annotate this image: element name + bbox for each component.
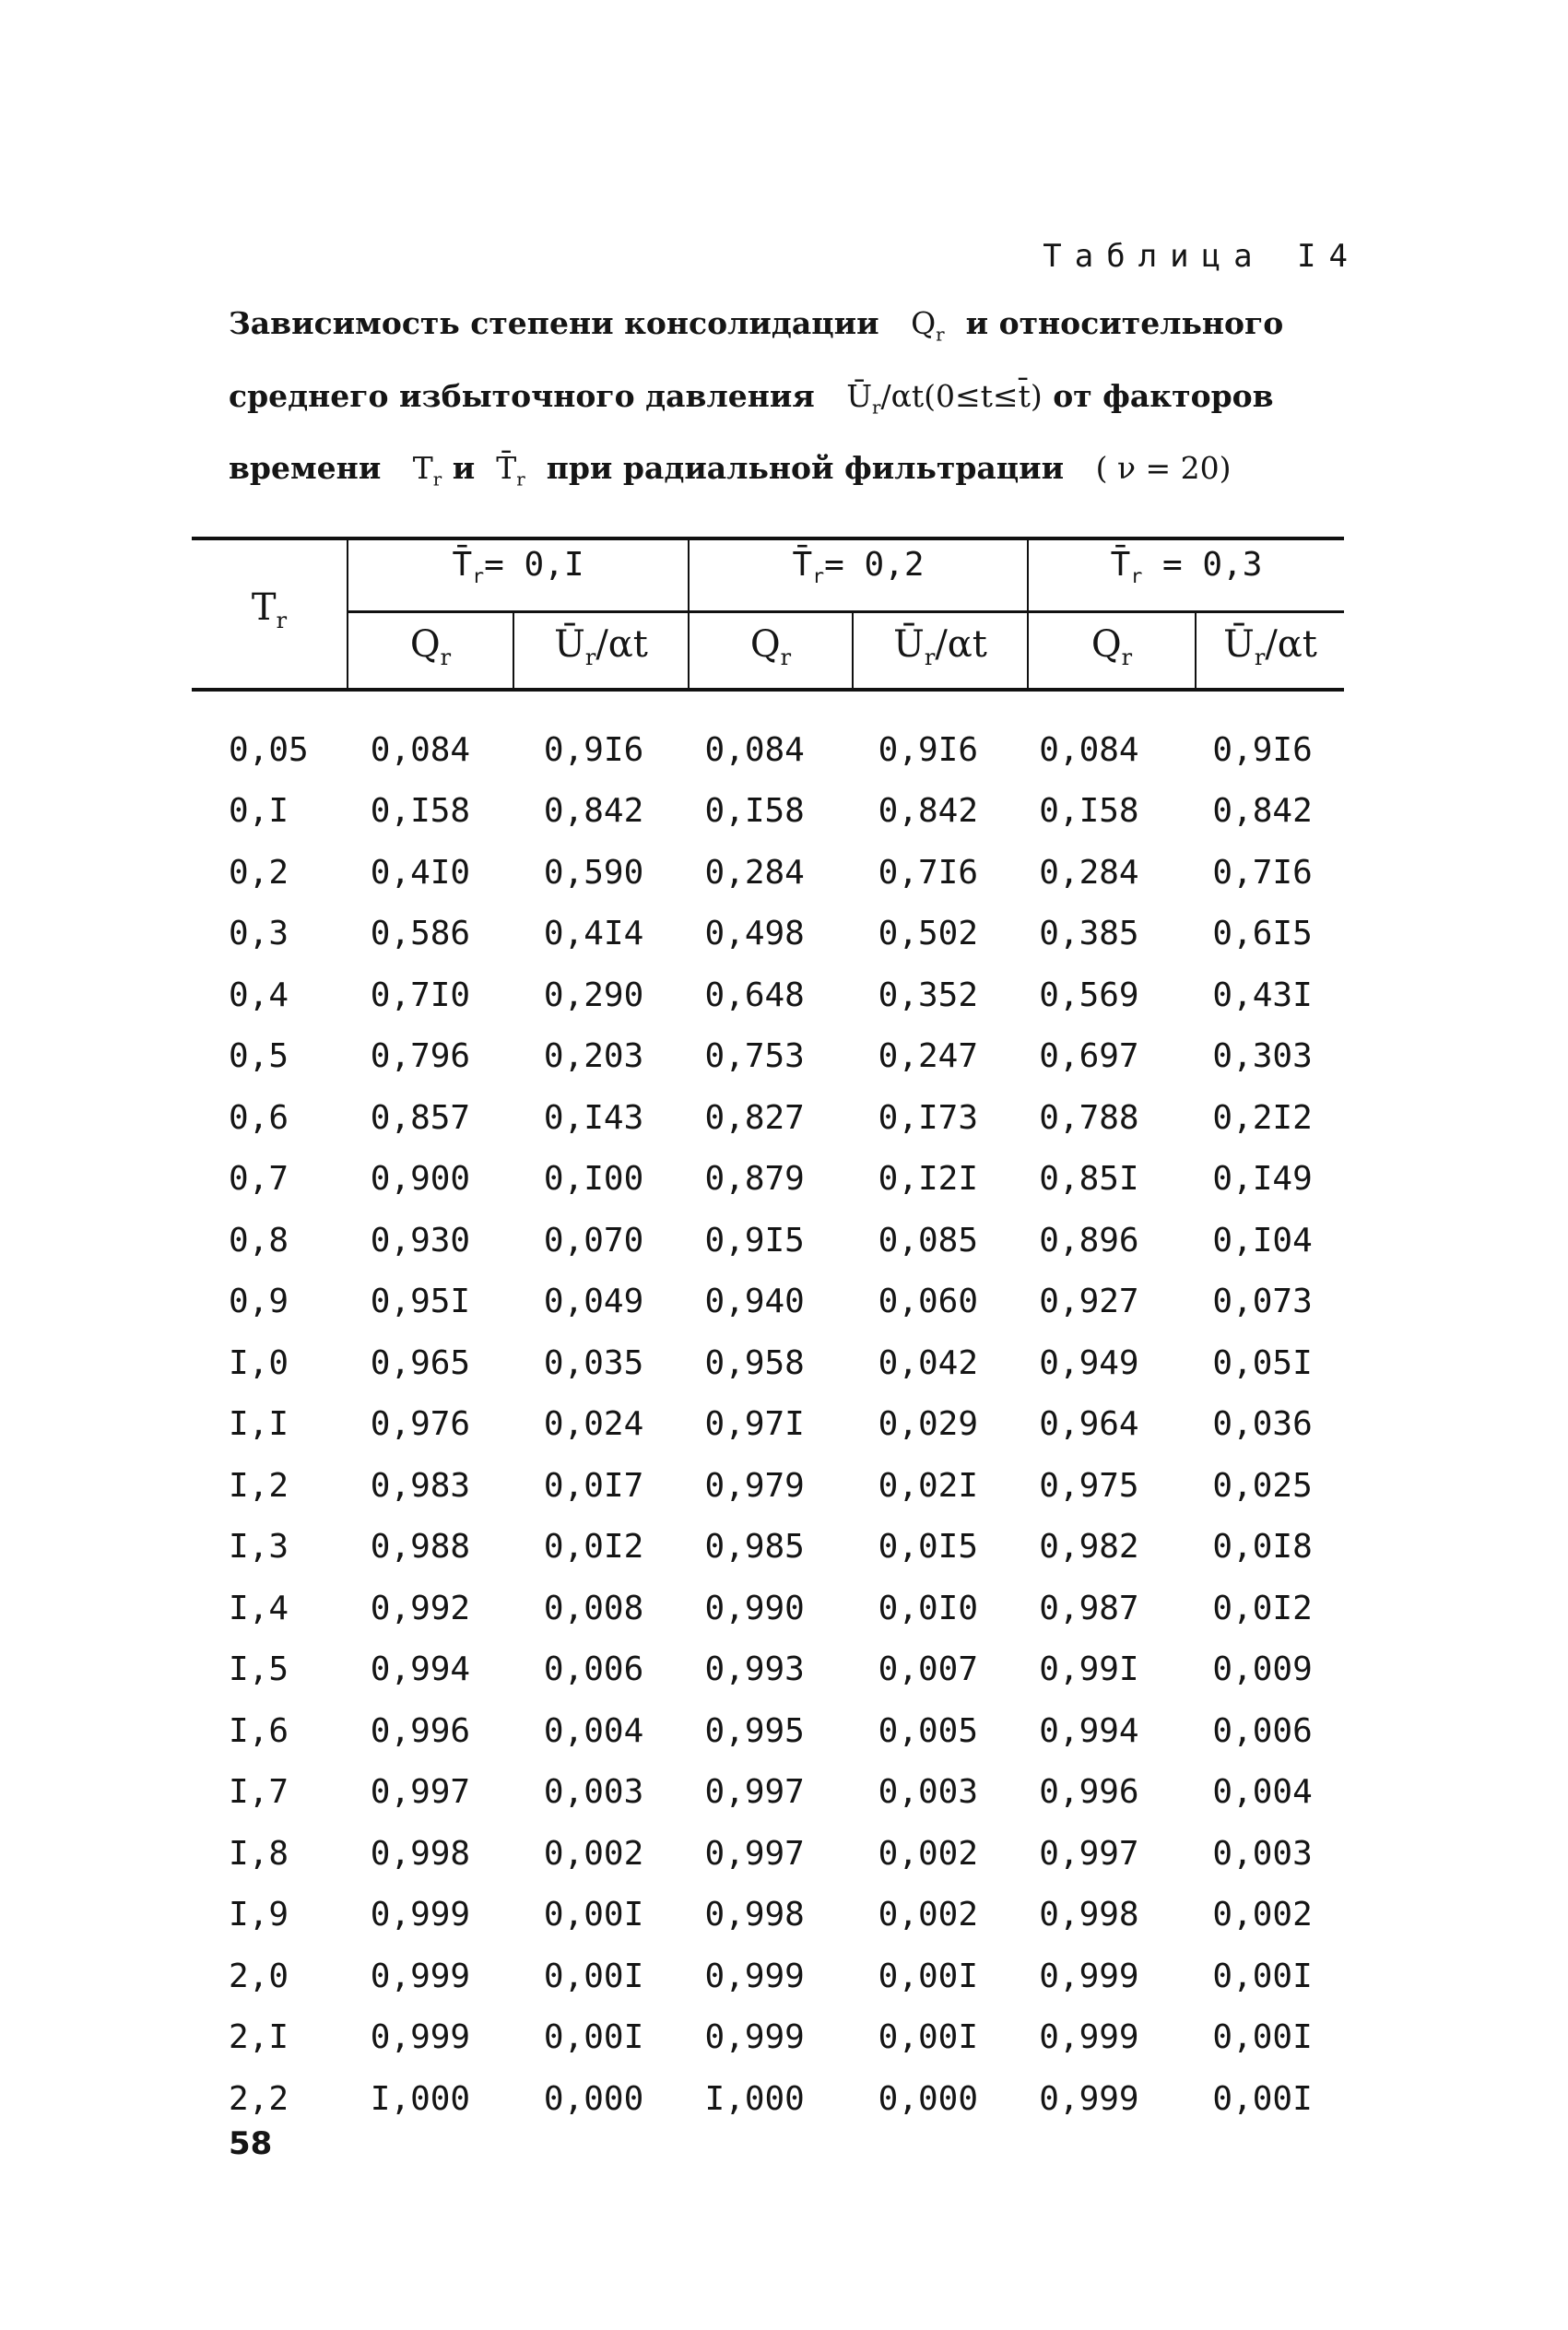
time-factor-cell: I,8	[229, 1834, 289, 1873]
consolidation-cell: 0,999	[370, 2018, 471, 2057]
pressure-ratio-cell: 0,003	[1212, 1834, 1313, 1873]
pressure-ratio-cell: 0,0I7	[543, 1466, 644, 1505]
t-bar-symbol: $T̄_r$	[496, 450, 525, 491]
consolidation-cell: I,000	[370, 2079, 471, 2118]
consolidation-cell: 0,998	[704, 1896, 805, 1934]
table-row	[192, 842, 1344, 904]
time-factor-cell: 0,2	[229, 853, 289, 892]
pressure-ratio-cell: 0,4I4	[543, 915, 644, 953]
table-row	[192, 964, 1344, 1026]
col-header-q: $Q_r$	[749, 623, 792, 670]
pressure-ratio-cell: 0,00I	[1212, 2018, 1313, 2057]
pressure-ratio-cell: 0,0I8	[1212, 1528, 1313, 1567]
consolidation-cell: 0,998	[1039, 1896, 1139, 1934]
consolidation-cell: 0,4I0	[370, 853, 471, 892]
table-row	[192, 1578, 1344, 1639]
table-row	[192, 1026, 1344, 1088]
consolidation-cell: 0,994	[370, 1650, 471, 1689]
pressure-ratio-cell: 0,00I	[1212, 2079, 1313, 2118]
pressure-ratio-cell: 0,0I5	[878, 1528, 978, 1567]
caption-line-1	[229, 293, 1362, 366]
pressure-ratio-cell: 0,042	[878, 1343, 978, 1382]
pressure-ratio-cell: 0,43I	[1212, 976, 1313, 1014]
consolidation-cell: 0,988	[370, 1528, 471, 1567]
pressure-ratio-cell: 0,00I	[543, 1896, 644, 1934]
pressure-ratio-cell: 0,004	[543, 1711, 644, 1750]
consolidation-cell: 0,949	[1039, 1343, 1139, 1382]
pressure-ratio-cell: 0,7I6	[1212, 853, 1313, 892]
table-caption	[229, 293, 1362, 511]
table-row	[192, 1762, 1344, 1824]
pressure-ratio-cell: 0,002	[878, 1834, 978, 1873]
pressure-ratio-cell: 0,006	[543, 1650, 644, 1689]
consolidation-cell: 0,569	[1039, 976, 1139, 1014]
table-row	[192, 2068, 1344, 2130]
consolidation-cell: 0,084	[370, 730, 471, 769]
consolidation-cell: 0,994	[1039, 1711, 1139, 1750]
table-row	[192, 1332, 1344, 1394]
pressure-ratio-cell: 0,02I	[878, 1466, 978, 1505]
col-header-u: $Ū_r/\alpha t$	[554, 623, 648, 670]
consolidation-cell: 0,827	[704, 1098, 805, 1137]
table-row	[192, 1517, 1344, 1579]
pressure-ratio-cell: 0,I49	[1212, 1160, 1313, 1199]
caption-text: от факторов	[1053, 377, 1274, 414]
consolidation-cell: 0,997	[704, 1773, 805, 1812]
pressure-ratio-cell: 0,I43	[543, 1098, 644, 1137]
pressure-ratio-cell: 0,002	[878, 1896, 978, 1934]
consolidation-cell: 0,697	[1039, 1037, 1139, 1076]
pressure-ratio-cell: 0,9I6	[878, 730, 978, 769]
consolidation-cell: 0,896	[1039, 1221, 1139, 1260]
nu-expression: ( ν = 20)	[1095, 450, 1232, 487]
table-row	[192, 1394, 1344, 1456]
pressure-ratio-cell: 0,I04	[1212, 1221, 1313, 1260]
t-symbol: $T_r$	[412, 450, 442, 491]
consolidation-cell: I,000	[704, 2079, 805, 2118]
consolidation-cell: 0,965	[370, 1343, 471, 1382]
row-header-t: $T_r$	[251, 586, 288, 633]
group-header-3: $T̄_r = 0,3$	[1110, 546, 1263, 589]
consolidation-cell: 0,983	[370, 1466, 471, 1505]
pressure-ratio-cell: 0,00I	[543, 1957, 644, 1995]
time-factor-cell: 2,2	[229, 2079, 289, 2118]
consolidation-cell: 0,999	[1039, 1957, 1139, 1995]
caption-text: среднего избыточного давления	[229, 377, 815, 414]
pressure-ratio-cell: 0,05I	[1212, 1343, 1313, 1382]
time-factor-cell: 0,7	[229, 1160, 289, 1199]
pressure-ratio-cell: 0,9I6	[543, 730, 644, 769]
pressure-ratio-cell: 0,00I	[878, 2018, 978, 2057]
consolidation-cell: 0,084	[1039, 730, 1139, 769]
pressure-ratio-cell: 0,842	[543, 792, 644, 831]
time-factor-cell: 0,6	[229, 1098, 289, 1137]
consolidation-cell: 0,999	[1039, 2018, 1139, 2057]
header-top-rule	[192, 537, 1344, 540]
consolidation-cell: 0,930	[370, 1221, 471, 1260]
pressure-ratio-cell: 0,0I2	[543, 1528, 644, 1567]
time-factor-cell: 0,5	[229, 1037, 289, 1076]
pressure-ratio-cell: 0,0I2	[1212, 1589, 1313, 1627]
pressure-ratio-cell: 0,036	[1212, 1405, 1313, 1444]
consolidation-cell: 0,975	[1039, 1466, 1139, 1505]
pressure-ratio-cell: 0,290	[543, 976, 644, 1014]
col-header-q: $Q_r$	[409, 623, 452, 670]
consolidation-cell: 0,385	[1039, 915, 1139, 953]
time-factor-cell: 0,I	[229, 792, 289, 831]
u-ratio-expression: $Ū_r/\alpha t(0\le t\le t̄)$	[846, 377, 1043, 419]
caption-text: Зависимость степени консолидации	[229, 305, 879, 341]
consolidation-cell: 0,7I0	[370, 976, 471, 1014]
pressure-ratio-cell: 0,024	[543, 1405, 644, 1444]
pressure-ratio-cell: 0,352	[878, 976, 978, 1014]
pressure-ratio-cell: 0,003	[543, 1773, 644, 1812]
consolidation-cell: 0,I58	[370, 792, 471, 831]
time-factor-cell: 0,8	[229, 1221, 289, 1260]
consolidation-cell: 0,753	[704, 1037, 805, 1076]
table-row	[192, 1700, 1344, 1762]
table-row	[192, 1271, 1344, 1333]
table-row	[192, 1455, 1344, 1517]
pressure-ratio-cell: 0,I2I	[878, 1160, 978, 1199]
col-header-u: $Ū_r/\alpha t$	[893, 623, 987, 670]
consolidation-cell: 0,857	[370, 1098, 471, 1137]
consolidation-cell: 0,990	[704, 1589, 805, 1627]
pressure-ratio-cell: 0,303	[1212, 1037, 1313, 1076]
table-row	[192, 1087, 1344, 1149]
pressure-ratio-cell: 0,029	[878, 1405, 978, 1444]
time-factor-cell: I,5	[229, 1650, 289, 1689]
consolidation-cell: 0,900	[370, 1160, 471, 1199]
consolidation-cell: 0,99I	[1039, 1650, 1139, 1689]
pressure-ratio-cell: 0,I00	[543, 1160, 644, 1199]
consolidation-cell: 0,987	[1039, 1589, 1139, 1627]
consolidation-cell: 0,927	[1039, 1283, 1139, 1321]
consolidation-cell: 0,979	[704, 1466, 805, 1505]
pressure-ratio-cell: 0,842	[878, 792, 978, 831]
group-header-1: $T̄_r= 0,I$	[452, 546, 584, 589]
pressure-ratio-cell: 0,003	[878, 1773, 978, 1812]
consolidation-cell: 0,993	[704, 1650, 805, 1689]
consolidation-cell: 0,I58	[1039, 792, 1139, 831]
group-header-2: $T̄_r= 0,2$	[792, 546, 925, 589]
pressure-ratio-cell: 0,000	[543, 2079, 644, 2118]
consolidation-cell: 0,999	[370, 1896, 471, 1934]
consolidation-cell: 0,9I5	[704, 1221, 805, 1260]
consolidation-cell: 0,284	[1039, 853, 1139, 892]
consolidation-cell: 0,999	[704, 2018, 805, 2057]
consolidation-cell: 0,997	[1039, 1834, 1139, 1873]
caption-text: времени	[229, 450, 382, 487]
pressure-ratio-cell: 0,085	[878, 1221, 978, 1260]
pressure-ratio-cell: 0,025	[1212, 1466, 1313, 1505]
pressure-ratio-cell: 0,247	[878, 1037, 978, 1076]
consolidation-cell: 0,958	[704, 1343, 805, 1382]
time-factor-cell: 2,I	[229, 2018, 289, 2057]
table-row	[192, 1210, 1344, 1271]
pressure-ratio-cell: 0,035	[543, 1343, 644, 1382]
time-factor-cell: I,7	[229, 1773, 289, 1812]
time-factor-cell: I,I	[229, 1405, 289, 1444]
consolidation-cell: 0,85I	[1039, 1160, 1139, 1199]
consolidation-cell: 0,084	[704, 730, 805, 769]
table-row	[192, 1639, 1344, 1701]
table-row	[192, 1823, 1344, 1885]
table-row	[192, 781, 1344, 843]
consolidation-cell: 0,996	[1039, 1773, 1139, 1812]
col-header-u: $Ū_r/\alpha t$	[1223, 623, 1317, 670]
caption-text: и относительного	[965, 305, 1284, 341]
table-row	[192, 1885, 1344, 1946]
consolidation-cell: 0,999	[370, 1957, 471, 1995]
consolidation-cell: 0,985	[704, 1528, 805, 1567]
consolidation-cell: 0,995	[704, 1711, 805, 1750]
consolidation-cell: 0,992	[370, 1589, 471, 1627]
pressure-ratio-cell: 0,2I2	[1212, 1098, 1313, 1137]
time-factor-cell: I,2	[229, 1466, 289, 1505]
pressure-ratio-cell: 0,0I0	[878, 1589, 978, 1627]
caption-text: и	[452, 450, 476, 487]
pressure-ratio-cell: 0,004	[1212, 1773, 1313, 1812]
caption-text: при радиальной фильтрации	[546, 450, 1065, 487]
table-row	[192, 1946, 1344, 2007]
time-factor-cell: I,4	[229, 1589, 289, 1627]
consolidation-cell: 0,999	[704, 1957, 805, 1995]
table-row	[192, 1149, 1344, 1211]
q-symbol: $Q_r$	[911, 305, 945, 346]
time-factor-cell: 0,3	[229, 915, 289, 953]
consolidation-cell: 0,648	[704, 976, 805, 1014]
pressure-ratio-cell: 0,006	[1212, 1711, 1313, 1750]
pressure-ratio-cell: 0,060	[878, 1283, 978, 1321]
pressure-ratio-cell: 0,I73	[878, 1098, 978, 1137]
table-row	[192, 719, 1344, 781]
pressure-ratio-cell: 0,00I	[1212, 1957, 1313, 1995]
time-factor-cell: I,6	[229, 1711, 289, 1750]
pressure-ratio-cell: 0,9I6	[1212, 730, 1313, 769]
consolidation-cell: 0,998	[370, 1834, 471, 1873]
consolidation-cell: 0,996	[370, 1711, 471, 1750]
pressure-ratio-cell: 0,203	[543, 1037, 644, 1076]
time-factor-cell: I,3	[229, 1528, 289, 1567]
pressure-ratio-cell: 0,007	[878, 1650, 978, 1689]
pressure-ratio-cell: 0,00I	[878, 1957, 978, 1995]
pressure-ratio-cell: 0,00I	[543, 2018, 644, 2057]
consolidation-cell: 0,997	[704, 1834, 805, 1873]
consolidation-cell: 0,97I	[704, 1405, 805, 1444]
time-factor-cell: 2,0	[229, 1957, 289, 1995]
header-bottom-rule	[192, 688, 1344, 692]
col-header-q: $Q_r$	[1091, 623, 1133, 670]
consolidation-cell: 0,940	[704, 1283, 805, 1321]
consolidation-cell: 0,284	[704, 853, 805, 892]
consolidation-cell: 0,586	[370, 915, 471, 953]
pressure-ratio-cell: 0,073	[1212, 1283, 1313, 1321]
pressure-ratio-cell: 0,590	[543, 853, 644, 892]
pressure-ratio-cell: 0,002	[1212, 1896, 1313, 1934]
consolidation-cell: 0,997	[370, 1773, 471, 1812]
pressure-ratio-cell: 0,6I5	[1212, 915, 1313, 953]
table-row	[192, 904, 1344, 965]
pressure-ratio-cell: 0,070	[543, 1221, 644, 1260]
time-factor-cell: I,0	[229, 1343, 289, 1382]
consolidation-cell: 0,796	[370, 1037, 471, 1076]
pressure-ratio-cell: 0,842	[1212, 792, 1313, 831]
pressure-ratio-cell: 0,005	[878, 1711, 978, 1750]
caption-line-2	[229, 366, 1362, 439]
time-factor-cell: 0,9	[229, 1283, 289, 1321]
consolidation-cell: 0,I58	[704, 792, 805, 831]
consolidation-cell: 0,95I	[370, 1283, 471, 1321]
time-factor-cell: 0,4	[229, 976, 289, 1014]
consolidation-cell: 0,879	[704, 1160, 805, 1199]
consolidation-cell: 0,999	[1039, 2079, 1139, 2118]
pressure-ratio-cell: 0,7I6	[878, 853, 978, 892]
page-number: 58	[229, 2125, 273, 2162]
consolidation-data-table	[192, 719, 1344, 2130]
pressure-ratio-cell: 0,049	[543, 1283, 644, 1321]
caption-line-3	[229, 438, 1362, 511]
pressure-ratio-cell: 0,002	[543, 1834, 644, 1873]
time-factor-cell: 0,05	[229, 730, 309, 769]
pressure-ratio-cell: 0,009	[1212, 1650, 1313, 1689]
time-factor-cell: I,9	[229, 1896, 289, 1934]
table-number-label: Таблица I4	[1043, 238, 1361, 275]
consolidation-cell: 0,964	[1039, 1405, 1139, 1444]
table-row	[192, 2007, 1344, 2069]
consolidation-cell: 0,498	[704, 915, 805, 953]
pressure-ratio-cell: 0,000	[878, 2079, 978, 2118]
pressure-ratio-cell: 0,502	[878, 915, 978, 953]
consolidation-cell: 0,982	[1039, 1528, 1139, 1567]
pressure-ratio-cell: 0,008	[543, 1589, 644, 1627]
consolidation-cell: 0,976	[370, 1405, 471, 1444]
consolidation-cell: 0,788	[1039, 1098, 1139, 1137]
